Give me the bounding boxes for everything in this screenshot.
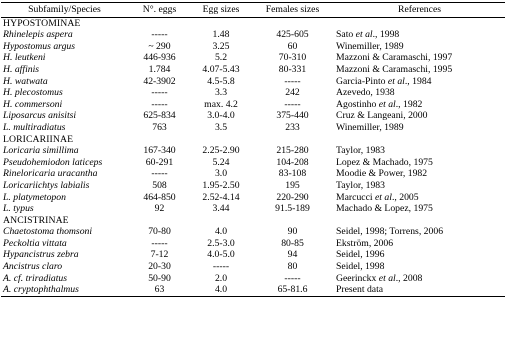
group-row xyxy=(1,134,505,146)
reference-ref-pre: Garcia-Pinto xyxy=(336,75,388,87)
egg-size: 3.5 xyxy=(214,121,228,133)
reference xyxy=(334,249,505,261)
reference xyxy=(334,168,505,180)
egg-count: 167-340 xyxy=(143,145,176,157)
egg-size: 3.44 xyxy=(212,203,230,215)
header-egg-sizes: Egg sizes xyxy=(202,4,240,15)
egg-size: 1.95-2.50 xyxy=(202,179,240,191)
reference-ref-pre: Machado & Lopez, 1975 xyxy=(336,203,433,215)
table-header xyxy=(1,3,505,18)
reference-ref-pre: Ekström, 2006 xyxy=(336,237,394,249)
reference-ref-pre: Azevedo, 1938 xyxy=(336,87,395,99)
species-name: H. commersoni xyxy=(3,98,63,110)
table-row xyxy=(1,76,505,88)
egg-size: 1.48 xyxy=(212,29,230,41)
egg-count: 625-834 xyxy=(143,110,176,122)
header-row xyxy=(1,3,505,18)
female-size: 104-208 xyxy=(276,156,309,168)
reference-ref-ital: et al xyxy=(375,191,392,203)
table-row xyxy=(1,284,505,296)
table-row xyxy=(1,99,505,111)
egg-count: 70-80 xyxy=(148,226,171,238)
reference xyxy=(334,110,505,122)
header-species: Subfamily/Species xyxy=(28,4,101,15)
egg-count: 1.784 xyxy=(148,63,171,75)
reference-ref-pre: Sato xyxy=(336,29,356,41)
egg-size: 3.3 xyxy=(214,87,228,99)
female-size: ----- xyxy=(284,98,301,110)
reference-ref-pre: Geerinckx xyxy=(336,272,379,284)
species-name: L. typus xyxy=(3,203,34,215)
female-size: 80 xyxy=(287,261,298,273)
female-size: 94 xyxy=(287,249,298,261)
egg-size: 4.07-5.43 xyxy=(202,63,240,75)
species-name: Hypancistrus zebra xyxy=(3,249,79,261)
egg-count: 464-850 xyxy=(143,191,176,203)
reference-ref-pre: Taylor, 1983 xyxy=(336,145,385,157)
reference xyxy=(334,261,505,273)
species-name: H. plecostomus xyxy=(3,87,63,99)
egg-count: 60-291 xyxy=(145,156,174,168)
egg-size: 2.52-4.14 xyxy=(202,191,240,203)
reference-ref-pre: Winemiller, 1989 xyxy=(336,40,404,52)
reference xyxy=(334,64,505,76)
female-size: 195 xyxy=(285,179,300,191)
species-name: Pseudohemiodon laticeps xyxy=(3,156,103,168)
egg-size: 3.25 xyxy=(212,40,230,52)
table-row xyxy=(1,145,505,157)
female-size: ----- xyxy=(284,272,301,284)
reference xyxy=(334,145,505,157)
egg-size: 5.2 xyxy=(214,52,228,64)
reference-ref-pre: Winemiller, 1989 xyxy=(336,121,404,133)
egg-size: 2.0 xyxy=(214,272,228,284)
species-name: Loricaria simillima xyxy=(3,145,79,157)
egg-size: max. 4.2 xyxy=(204,98,238,110)
egg-count: ----- xyxy=(151,98,168,110)
table-row xyxy=(1,168,505,180)
subfamily-label: HYPOSTOMINAE xyxy=(3,17,81,29)
species-name: H. affinis xyxy=(3,63,40,75)
female-size: 80-331 xyxy=(278,63,307,75)
reference xyxy=(334,122,505,134)
header-references: References xyxy=(397,4,442,15)
table-row xyxy=(1,192,505,204)
reference xyxy=(334,87,505,99)
reference xyxy=(334,238,505,250)
species-name: Loricariichtys labialis xyxy=(3,179,90,191)
female-size: 60 xyxy=(287,40,298,52)
egg-size: 2.25-2.90 xyxy=(202,145,240,157)
reference xyxy=(334,180,505,192)
reference-ref-pre: Marcucci xyxy=(336,191,375,203)
female-size: 242 xyxy=(285,87,300,99)
table-row xyxy=(1,180,505,192)
species-name: Liposarcus anisitsi xyxy=(3,110,77,122)
reference xyxy=(334,52,505,64)
egg-size: 4.5-5.8 xyxy=(207,75,235,87)
table-row xyxy=(1,64,505,76)
egg-count: 446-936 xyxy=(143,52,176,64)
table-row xyxy=(1,261,505,273)
egg-count: ----- xyxy=(151,29,168,41)
female-size: 233 xyxy=(285,121,300,133)
reference-ref-pre: Agostinho xyxy=(336,98,379,110)
egg-size: 4.0 xyxy=(214,284,228,296)
species-name: Peckoltia vittata xyxy=(3,237,67,249)
reference xyxy=(334,157,505,169)
reference xyxy=(334,203,505,215)
species-name: Hypostomus argus xyxy=(3,40,76,52)
reference-ref-pre: Cruz & Langeani, 2000 xyxy=(336,110,428,122)
egg-size: 3.0 xyxy=(214,168,228,180)
reference-ref-post: ., 2008 xyxy=(395,272,423,284)
species-name: A. cf. triradiatus xyxy=(3,272,68,284)
reference-ref-pre: Present data xyxy=(336,284,384,296)
species-name: A. cryptophthalmus xyxy=(3,284,79,296)
reference xyxy=(334,192,505,204)
table-row xyxy=(1,110,505,122)
species-data-table xyxy=(1,2,505,297)
reference-ref-post: ., 1984 xyxy=(404,75,432,87)
reference-ref-post: ., 2005 xyxy=(391,191,419,203)
reference-ref-pre: Moodie & Power, 1982 xyxy=(336,168,428,180)
reference xyxy=(334,41,505,53)
female-size: ----- xyxy=(284,75,301,87)
subfamily-label: LORICARIINAE xyxy=(3,133,74,145)
species-name: L. multiradiatus xyxy=(3,121,66,133)
egg-count: 763 xyxy=(152,121,167,133)
reference-ref-pre: Seidel, 1996 xyxy=(336,249,385,261)
reference-ref-ital: et al xyxy=(355,29,373,41)
reference xyxy=(334,29,505,41)
egg-count: 508 xyxy=(152,179,167,191)
table-row xyxy=(1,238,505,250)
header-female-sizes: Females sizes xyxy=(265,4,320,15)
reference-ref-post: ., 1982 xyxy=(395,98,423,110)
species-name: Chaetostoma thomsoni xyxy=(3,226,93,238)
egg-count: ----- xyxy=(151,237,168,249)
egg-count: ----- xyxy=(151,168,168,180)
female-size: 375-440 xyxy=(276,110,309,122)
table-row xyxy=(1,29,505,41)
reference xyxy=(334,76,505,88)
egg-size: 5.24 xyxy=(212,156,230,168)
table-row xyxy=(1,249,505,261)
table-row xyxy=(1,226,505,238)
egg-count: 7-12 xyxy=(150,249,169,261)
female-size: 220-290 xyxy=(276,191,309,203)
table-row xyxy=(1,52,505,64)
female-size: 80-85 xyxy=(281,237,304,249)
reference xyxy=(334,284,505,296)
female-size: 91.5-189 xyxy=(275,203,310,215)
egg-count: 92 xyxy=(154,203,165,215)
female-size: 70-310 xyxy=(278,52,307,64)
reference-ref-post: ., 1998 xyxy=(372,29,400,41)
female-size: 65-81.6 xyxy=(277,284,308,296)
species-name: H. watwata xyxy=(3,75,48,87)
egg-count: 42-3902 xyxy=(143,75,176,87)
table-row xyxy=(1,87,505,99)
egg-size: 2.5-3.0 xyxy=(207,237,235,249)
reference-ref-pre: Taylor, 1983 xyxy=(336,179,385,191)
reference-ref-ital: et al xyxy=(378,272,396,284)
egg-size: 4.0-5.0 xyxy=(207,249,235,261)
reference-ref-pre: Mazzoni & Caramaschi, 1997 xyxy=(336,52,453,64)
egg-count: ----- xyxy=(151,87,168,99)
egg-size: 4.0 xyxy=(214,226,228,238)
species-name: H. leutkeni xyxy=(3,52,46,64)
group-row xyxy=(1,215,505,227)
reference-ref-pre: Seidel, 1998; Torrens, 2006 xyxy=(336,226,444,238)
species-name: Rineloricaria uracantha xyxy=(3,168,98,180)
table-body xyxy=(1,17,505,296)
table-row xyxy=(1,203,505,215)
reference xyxy=(334,226,505,238)
reference-ref-pre: Mazzoni & Caramaschi, 1995 xyxy=(336,63,453,75)
egg-count: 63 xyxy=(154,284,165,296)
egg-count: 50-90 xyxy=(148,272,171,284)
group-row xyxy=(1,17,505,29)
egg-size: ----- xyxy=(212,261,230,273)
female-size: 215-280 xyxy=(276,145,309,157)
table-row xyxy=(1,157,505,169)
species-name: Ancistrus claro xyxy=(3,261,63,273)
egg-count: ~ 290 xyxy=(148,40,171,52)
reference-ref-pre: Seidel, 1998 xyxy=(336,261,385,273)
egg-count: 20-30 xyxy=(148,261,171,273)
female-size: 425-605 xyxy=(276,29,309,41)
reference xyxy=(334,99,505,111)
species-name: Rhinelepis aspera xyxy=(3,29,73,41)
reference-ref-ital: et al xyxy=(387,75,405,87)
table-row xyxy=(1,122,505,134)
female-size: 83-108 xyxy=(278,168,307,180)
reference xyxy=(334,273,505,285)
subfamily-label: ANCISTRINAE xyxy=(3,214,69,226)
reference-ref-ital: et al xyxy=(378,98,396,110)
table-row xyxy=(1,273,505,285)
table-row xyxy=(1,41,505,53)
reference-ref-pre: Lopez & Machado, 1975 xyxy=(336,156,433,168)
female-size: 90 xyxy=(287,226,298,238)
egg-size: 3.0-4.0 xyxy=(207,110,235,122)
species-name: L. platymetopon xyxy=(3,191,66,203)
header-eggs: N°. eggs xyxy=(142,4,177,15)
